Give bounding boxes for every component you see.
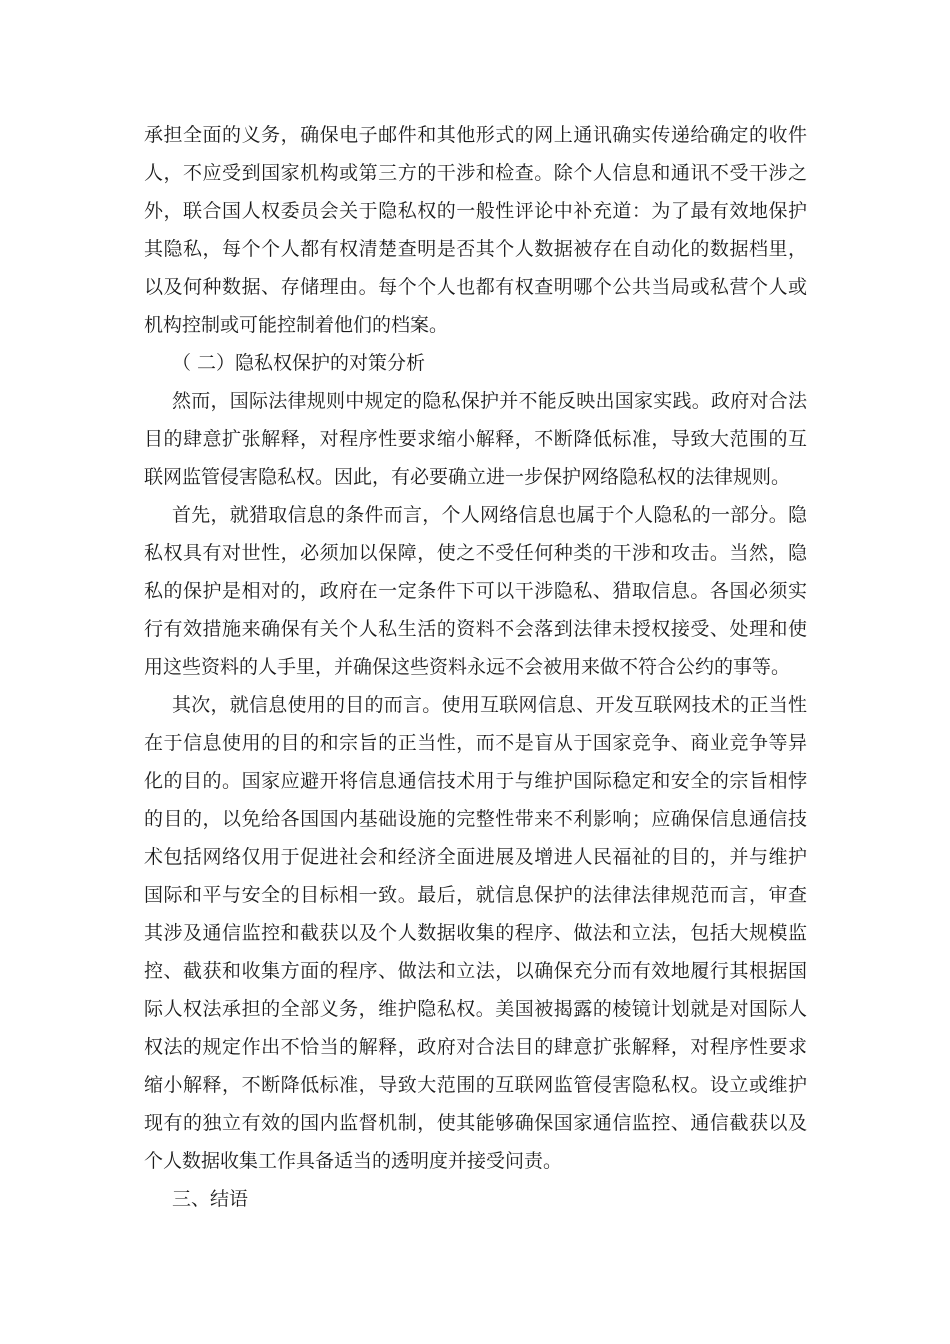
text-line: 权法的规定作出不恰当的解释，政府对合法目的肆意扩张解释，对程序性要求	[144, 1036, 807, 1058]
conclusion-heading: 三、结语	[172, 1188, 249, 1210]
text-line: 目的肆意扩张解释，对程序性要求缩小解释，不断降低标准，导致大范围的互	[144, 428, 807, 450]
text-line: 其次，就信息使用的目的而言。使用互联网信息、开发互联网技术的正当性	[172, 694, 807, 716]
text-line: 首先，就猎取信息的条件而言，个人网络信息也属于个人隐私的一部分。隐	[172, 504, 807, 526]
text-line: 个人数据收集工作具备适当的透明度并接受问责。	[144, 1150, 563, 1172]
text-line: 术包括网络仅用于促进社会和经济全面进展及增进人民福祉的目的，并与维护	[144, 846, 807, 868]
text-line: 私权具有对世性，必须加以保障，使之不受任何种类的干涉和攻击。当然，隐	[144, 542, 807, 564]
text-line: 的目的，以免给各国国内基础设施的完整性带来不利影响；应确保信息通信技	[144, 808, 807, 830]
text-line: 缩小解释，不断降低标准，导致大范围的互联网监管侵害隐私权。设立或维护	[144, 1074, 807, 1096]
text-line: 用这些资料的人手里，并确保这些资料永远不会被用来做不符合公约的事等。	[144, 656, 791, 678]
text-line: 私的保护是相对的，政府在一定条件下可以干涉隐私、猎取信息。各国必须实	[144, 580, 807, 602]
text-line: 联网监管侵害隐私权。因此，有必要确立进一步保护网络隐私权的法律规则。	[144, 466, 791, 488]
text-line: 其涉及通信监控和截获以及个人数据收集的程序、做法和立法，包括大规模监	[144, 922, 807, 944]
text-line: 控、截获和收集方面的程序、做法和立法，以确保充分而有效地履行其根据国	[144, 960, 807, 982]
text-line: 人，不应受到国家机构或第三方的干涉和检查。除个人信息和通讯不受干涉之	[144, 162, 807, 184]
text-line: 其隐私，每个个人都有权清楚查明是否其个人数据被存在自动化的数据档里，	[144, 238, 807, 260]
text-line: 化的目的。国家应避开将信息通信技术用于与维护国际稳定和安全的宗旨相悖	[144, 770, 807, 792]
text-line: 承担全面的义务，确保电子邮件和其他形式的网上通讯确实传递给确定的收件	[144, 124, 807, 146]
text-line: 以及何种数据、存储理由。每个个人也都有权查明哪个公共当局或私营个人或	[144, 276, 807, 298]
text-line: 机构控制或可能控制着他们的档案。	[144, 314, 449, 336]
text-line: 现有的独立有效的国内监督机制，使其能够确保国家通信监控、通信截获以及	[144, 1112, 807, 1134]
section-heading: （ 二）隐私权保护的对策分析	[172, 352, 426, 374]
text-line: 外，联合国人权委员会关于隐私权的一般性评论中补充道：为了最有效地保护	[144, 200, 807, 222]
text-line: 国际和平与安全的目标相一致。最后，就信息保护的法律法律规范而言，审查	[144, 884, 807, 906]
text-line: 然而，国际法律规则中规定的隐私保护并不能反映出国家实践。政府对合法	[172, 390, 807, 412]
text-line: 行有效措施来确保有关个人私生活的资料不会落到法律未授权接受、处理和使	[144, 618, 807, 640]
text-line: 在于信息使用的目的和宗旨的正当性，而不是盲从于国家竞争、商业竞争等异	[144, 732, 807, 754]
text-line: 际人权法承担的全部义务，维护隐私权。美国被揭露的棱镜计划就是对国际人	[144, 998, 807, 1020]
